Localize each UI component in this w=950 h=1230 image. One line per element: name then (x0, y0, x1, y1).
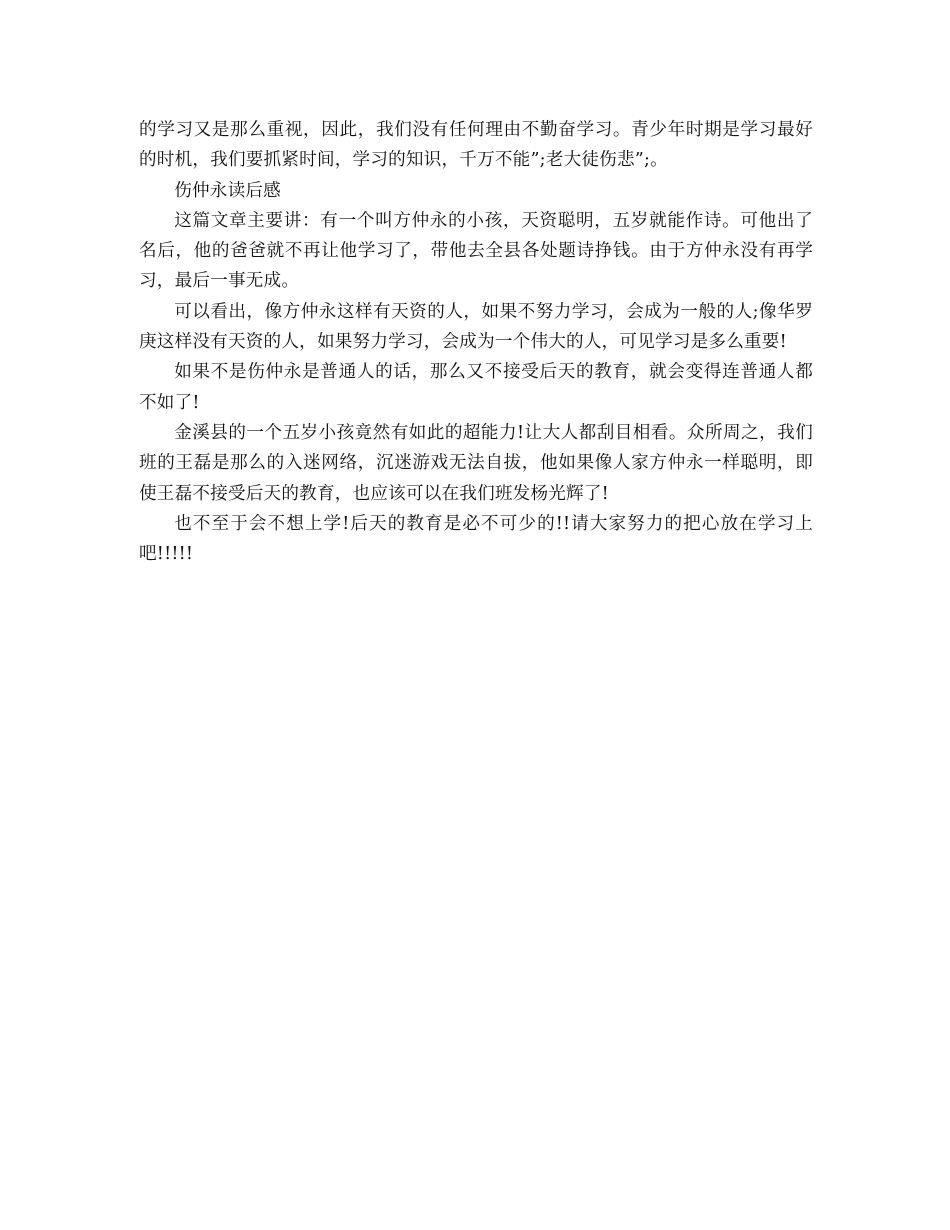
paragraph-summary: 这篇文章主要讲：有一个叫方仲永的小孩，天资聪明，五岁就能作诗。可他出了名后，他的爸爸就不再让他学习了，带他去全县各处题诗挣钱。由于方仲永没有再学习，最后一事无成。 (139, 210, 813, 292)
paragraph-continuation: 的学习又是那么重视，因此，我们没有任何理由不勤奋学习。青少年时期是学习最好的时机，我们要抓紧时间，学习的知识，千万不能”;老大徒伤悲”;。 (139, 120, 813, 171)
section-heading: 伤仲永读后感 (174, 180, 281, 201)
paragraph-conclusion: 也不至于会不想上学!后天的教育是必不可少的!!请大家努力的把心放在学习上吧!!!!! (139, 513, 813, 565)
paragraph-education: 如果不是伤仲永是普通人的话，那么又不接受后天的教育，就会变得连普通人都不如了! (139, 362, 813, 413)
paragraph-comparison: 可以看出，像方仲永这样有天资的人，如果不努力学习，会成为一般的人;像华罗庚这样没有天资的人，如果努力学习，会成为一个伟大的人，可见学习是多么重要! (139, 301, 813, 353)
paragraph-example: 金溪县的一个五岁小孩竟然有如此的超能力!让大人都刮目相看。众所周之，我们班的王磊是那么的入迷网络，沉迷游戏无法自拔，他如果像人家方仲永一样聪明，即使王磊不接受后天的教育，也应该可以在我们班发杨光辉了! (139, 422, 813, 504)
document-body (139, 115, 813, 569)
